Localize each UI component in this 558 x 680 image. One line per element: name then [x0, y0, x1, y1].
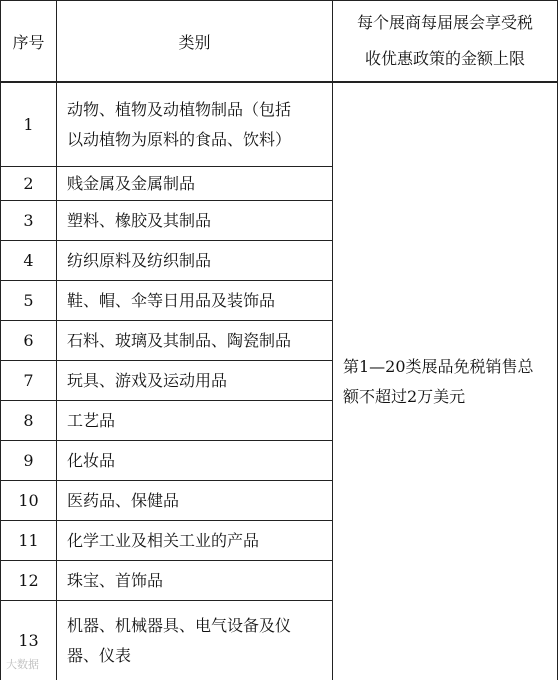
watermark: [6, 656, 39, 672]
row-number-label: 8: [23, 411, 34, 430]
row-category-label: 工艺品: [67, 410, 116, 430]
header-category: [57, 1, 332, 81]
row-category-label: 贱金属及金属制品: [67, 173, 196, 193]
row-category: [57, 481, 332, 520]
row-category: [57, 321, 332, 360]
row-category: [57, 83, 332, 166]
row-category-line1: 动物、植物及动植物制品（包括: [67, 99, 292, 119]
row-number-label: 1: [23, 115, 34, 134]
row-number-label: 12: [18, 571, 39, 590]
row-category: [57, 167, 332, 200]
row-number-label: 13: [18, 631, 39, 650]
header-limit: [333, 1, 557, 81]
row-category-label: 医药品、保健品: [67, 490, 180, 510]
row-number: [1, 521, 56, 560]
row-number: [1, 281, 56, 320]
row-number-label: 6: [23, 331, 34, 350]
row-number: [1, 361, 56, 400]
row-category-label: 鞋、帽、伞等日用品及装饰品: [67, 290, 276, 310]
row-number: [1, 201, 56, 240]
row-category: [57, 601, 332, 680]
row-category: [57, 521, 332, 560]
row-category-label: 纺织原料及纺织制品: [67, 250, 212, 270]
row-number-label: 2: [23, 174, 34, 193]
header-limit-line2: 收优惠政策的金额上限: [364, 49, 525, 68]
tax-free-limit-line2: 额不超过2万美元: [343, 386, 466, 406]
row-number: [1, 167, 56, 200]
row-category: [57, 361, 332, 400]
row-number: [1, 241, 56, 280]
row-category-label: 石料、玻璃及其制品、陶瓷制品: [67, 330, 292, 350]
row-number-label: 11: [18, 531, 39, 550]
row-category-label: 玩具、游戏及运动用品: [67, 370, 228, 390]
row-number: [1, 481, 56, 520]
header-serial-number-label: 序号: [12, 32, 45, 52]
row-category-line2: 以动植物为原料的食品、饮料）: [67, 129, 292, 149]
row-category: [57, 241, 332, 280]
header-limit-line1: 每个展商每届展会享受税: [356, 13, 533, 32]
row-category-line1: 机器、机械器具、电气设备及仪: [67, 615, 292, 635]
row-category: [57, 201, 332, 240]
header-category-label: 类别: [178, 32, 211, 52]
row-number: [1, 561, 56, 600]
row-number: [1, 441, 56, 480]
row-category: [57, 441, 332, 480]
row-number-label: 3: [23, 211, 34, 230]
row-category-label: 化妆品: [67, 450, 116, 470]
row-category: [57, 281, 332, 320]
row-number-label: 5: [23, 291, 34, 310]
row-number-label: 10: [18, 491, 39, 510]
tax-free-limit-cell: [333, 83, 557, 680]
row-category: [57, 561, 332, 600]
row-number-label: 4: [23, 251, 34, 270]
row-category-label: 化学工业及相关工业的产品: [67, 530, 260, 550]
watermark-text: 大数据: [6, 658, 39, 671]
row-number-label: 7: [23, 371, 34, 390]
row-number: [1, 401, 56, 440]
row-category: [57, 401, 332, 440]
row-category-label: 塑料、橡胶及其制品: [67, 210, 212, 230]
header-serial-number: [1, 1, 56, 81]
row-category-label: 珠宝、首饰品: [67, 570, 164, 590]
row-number-label: 9: [23, 451, 34, 470]
row-number: [1, 321, 56, 360]
row-category-line2: 器、仪表: [67, 645, 132, 665]
tax-free-limit-line1: 第1—20类展品免税销售总: [343, 356, 534, 376]
row-number: [1, 83, 56, 166]
